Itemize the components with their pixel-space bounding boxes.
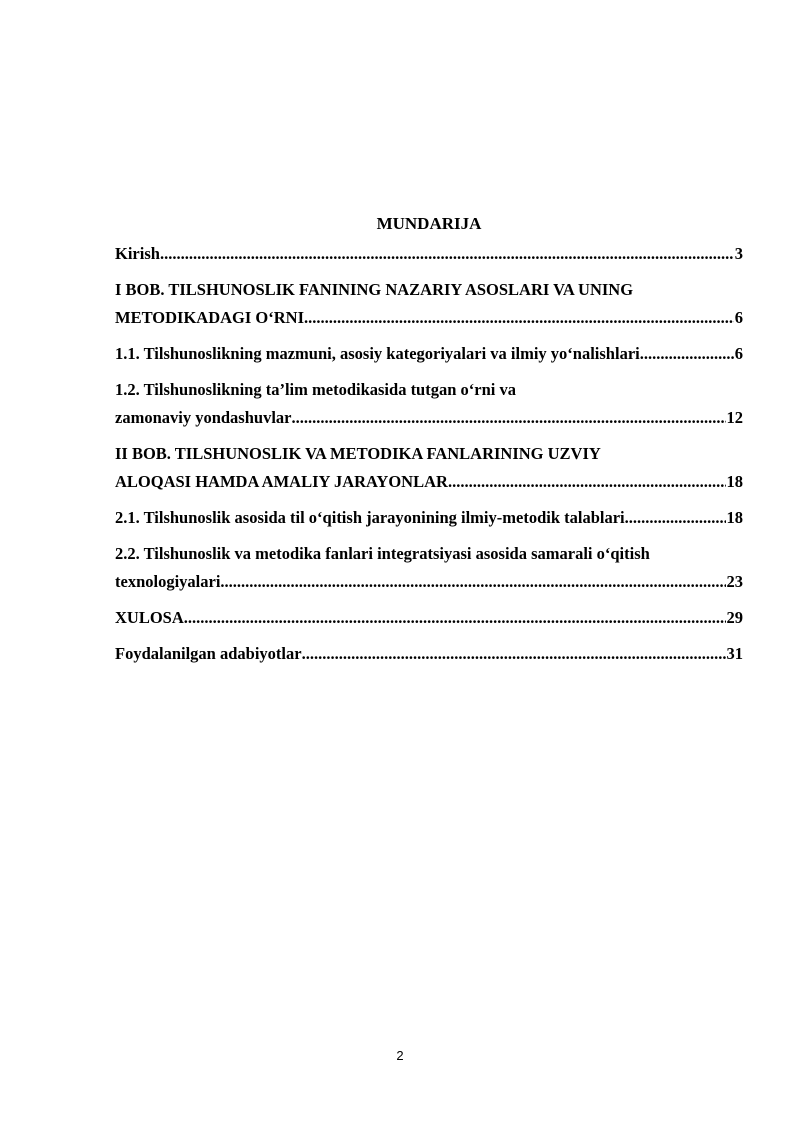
dot-leader xyxy=(292,404,726,432)
toc-entry-page: 6 xyxy=(734,308,743,327)
dot-leader xyxy=(304,304,734,332)
toc-entry-section-2-1[interactable] xyxy=(115,504,743,532)
toc-entry-text: 2.2. Tilshunoslik va metodika fanlari integratsiyasi asosida samarali o‘qitish xyxy=(115,544,650,563)
toc-entry-page: 6 xyxy=(734,344,743,363)
dot-leader xyxy=(625,504,726,532)
toc-line xyxy=(115,640,743,668)
table-of-contents xyxy=(115,210,743,676)
toc-line xyxy=(115,568,743,596)
toc-entry-text: 2.1. Tilshunoslik asosida til o‘qitish jarayonining ilmiy-metodik talablari xyxy=(115,508,625,527)
toc-entry-chapter-2[interactable] xyxy=(115,440,743,496)
dot-leader xyxy=(160,240,734,268)
toc-line xyxy=(115,404,743,432)
toc-entry-text: 1.2. Tilshunoslikning ta’lim metodikasida tutgan o‘rni va xyxy=(115,380,516,399)
toc-line xyxy=(115,440,743,468)
toc-entry-page: 18 xyxy=(726,472,743,491)
page-number: 2 xyxy=(396,1048,404,1063)
toc-entry-text: Kirish xyxy=(115,244,160,263)
toc-entry-conclusion[interactable] xyxy=(115,604,743,632)
toc-line xyxy=(115,276,743,304)
toc-entry-page: 18 xyxy=(726,508,743,527)
toc-entry-text: 1.1. Tilshunoslikning mazmuni, asosiy kategoriyalari va ilmiy yo‘nalishlari xyxy=(115,344,640,363)
toc-entry-text: texnologiyalari xyxy=(115,572,221,591)
toc-entry-section-1-1[interactable] xyxy=(115,340,743,368)
toc-entry-text: METODIKADAGI O‘RNI xyxy=(115,308,305,327)
dot-leader xyxy=(220,568,725,596)
toc-line xyxy=(115,540,743,568)
toc-entry-page: 29 xyxy=(726,608,743,627)
toc-line xyxy=(115,604,743,632)
dot-leader xyxy=(302,640,726,668)
toc-line xyxy=(115,240,743,268)
toc-entry-page: 12 xyxy=(726,408,743,427)
toc-entry-text: II BOB. TILSHUNOSLIK VA METODIKA FANLARINING UZVIY xyxy=(115,444,601,463)
toc-entry-chapter-1[interactable] xyxy=(115,276,743,332)
toc-line xyxy=(115,376,743,404)
toc-title: MUNDARIJA xyxy=(376,214,482,233)
toc-entry-text: Foydalanilgan adabiyotlar xyxy=(115,644,302,663)
toc-entry-section-1-2[interactable] xyxy=(115,376,743,432)
toc-line xyxy=(115,340,743,368)
dot-leader xyxy=(640,340,734,368)
toc-line xyxy=(115,304,743,332)
toc-entry-text: ALOQASI HAMDA AMALIY JARAYONLAR xyxy=(115,472,448,491)
toc-entry-section-2-2[interactable] xyxy=(115,540,743,596)
toc-entry-references[interactable] xyxy=(115,640,743,668)
toc-entry-introduction[interactable] xyxy=(115,240,743,268)
toc-entry-page: 3 xyxy=(734,244,743,263)
toc-entry-text: I BOB. TILSHUNOSLIK FANINING NAZARIY ASOSLARI VA UNING xyxy=(115,280,634,299)
toc-entry-text: zamonaviy yondashuvlar xyxy=(115,408,292,427)
toc-entry-text: XULOSA xyxy=(115,608,184,627)
dot-leader xyxy=(448,468,726,496)
toc-line xyxy=(115,468,743,496)
toc-entry-page: 23 xyxy=(726,572,743,591)
toc-line xyxy=(115,504,743,532)
toc-entry-page: 31 xyxy=(726,644,743,663)
dot-leader xyxy=(184,604,726,632)
